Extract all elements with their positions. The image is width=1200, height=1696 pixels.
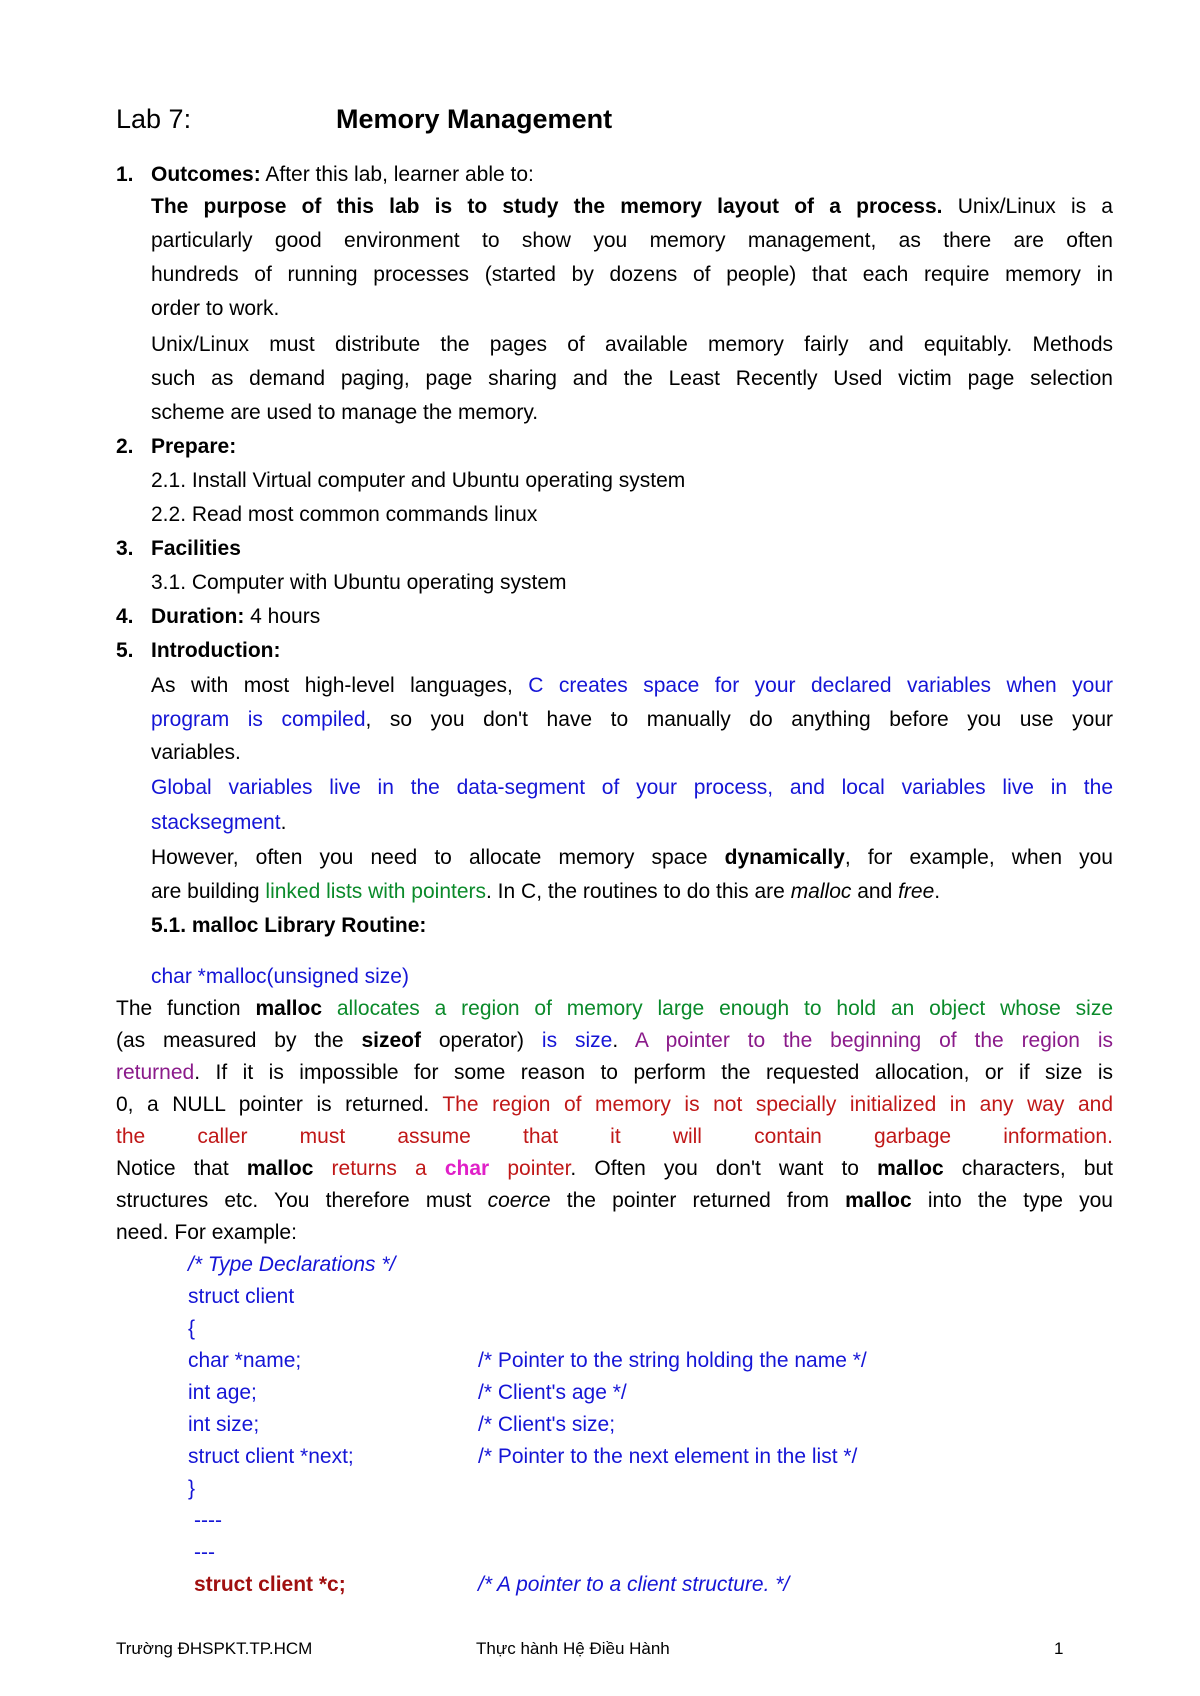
- code-field-decl: char *name;: [188, 1349, 302, 1372]
- code-field-comment: /* Client's size;: [478, 1413, 616, 1436]
- intro-line-4: Global variables live in the data-segment of your process, and local variables live in the: [151, 776, 1113, 799]
- section-2-number: 2.: [116, 435, 134, 458]
- malloc-signature: char *malloc(unsigned size): [151, 965, 409, 988]
- section-1-p2-line2: such as demand paging, page sharing and the Least Recently Used victim page selection: [151, 367, 1113, 390]
- subsection-heading: 5.1. malloc Library Routine:: [151, 914, 427, 937]
- section-1-heading: Outcomes: After this lab, learner able to:: [151, 163, 534, 186]
- code-struct-line: struct client: [188, 1285, 295, 1308]
- section-2-heading: Prepare:: [151, 435, 237, 458]
- intro-line-7: are building linked lists with pointers. In C, the routines to do this are malloc and free.: [151, 880, 941, 903]
- section-5-heading: Introduction:: [151, 639, 281, 662]
- section-1-p1-line1: The purpose of this lab is to study the memory layout of a process. Unix/Linux is a: [151, 195, 1113, 218]
- section-1-p1-line2: particularly good environment to show you memory management, as there are often: [151, 229, 1113, 252]
- code-field-decl: struct client *next;: [188, 1445, 354, 1468]
- section-3-item-1: 3.1. Computer with Ubuntu operating system: [151, 571, 567, 594]
- section-5-number: 5.: [116, 639, 134, 662]
- section-2-item-1: 2.1. Install Virtual computer and Ubuntu operating system: [151, 469, 686, 492]
- intro-line-5: stacksegment.: [151, 811, 287, 834]
- body-line-6: Notice that malloc returns a char pointer. Often you don't want to malloc characters, but: [116, 1157, 1113, 1180]
- body-line-8: need. For example:: [116, 1221, 297, 1244]
- footer-page-number: 1: [1054, 1639, 1064, 1658]
- body-line-1: The function malloc allocates a region of memory large enough to hold an object whose size: [116, 997, 1114, 1020]
- section-3-number: 3.: [116, 537, 134, 560]
- section-1-p1-line4: order to work.: [151, 297, 280, 320]
- body-line-3: returned. If it is impossible for some reason to perform the requested allocation, or if size is: [116, 1061, 1113, 1084]
- code-field-decl: int age;: [188, 1381, 257, 1404]
- section-4-heading: Duration: 4 hours: [151, 605, 321, 628]
- lab-number: Lab 7:: [116, 104, 192, 134]
- intro-line-6: However, often you need to allocate memory space dynamically, for example, when you: [151, 846, 1113, 869]
- code-close-brace: }: [188, 1477, 196, 1500]
- body-line-2: (as measured by the sizeof operator) is size. A pointer to the beginning of the region is: [116, 1029, 1113, 1052]
- footer-school: Trường ĐHSPKT.TP.HCM: [116, 1639, 313, 1658]
- code-comment-type-declarations: /* Type Declarations */: [188, 1253, 396, 1276]
- page-title: Memory Management: [336, 104, 613, 134]
- footer-course: Thực hành Hệ Điều Hành: [476, 1639, 670, 1658]
- section-3-heading: Facilities: [151, 537, 241, 560]
- code-field-comment: /* Pointer to the string holding the name */: [478, 1349, 867, 1372]
- code-pointer-comment: /* A pointer to a client structure. */: [478, 1573, 790, 1596]
- code-field-decl: int size;: [188, 1413, 260, 1436]
- body-line-7: structures etc. You therefore must coerce the pointer returned from malloc into the type you: [116, 1189, 1113, 1212]
- section-1-p1-line3: hundreds of running processes (started by dozens of people) that each require memory in: [151, 263, 1113, 286]
- section-4-number: 4.: [116, 605, 134, 628]
- code-ellipsis-2: ---: [194, 1541, 215, 1564]
- intro-line-1: As with most high-level languages, C creates space for your declared variables when your: [151, 674, 1113, 697]
- code-open-brace: {: [188, 1317, 196, 1340]
- section-2-item-2: 2.2. Read most common commands linux: [151, 503, 538, 526]
- code-field-comment: /* Client's age */: [478, 1381, 627, 1404]
- section-1-p2-line1: Unix/Linux must distribute the pages of available memory fairly and equitably. Methods: [151, 333, 1113, 356]
- intro-line-2: program is compiled, so you don't have to manually do anything before you use your: [151, 708, 1113, 731]
- section-1-p2-line3: scheme are used to manage the memory.: [151, 401, 539, 424]
- section-1-number: 1.: [116, 163, 134, 186]
- body-line-5: the caller must assume that it will contain garbage information.: [116, 1125, 1113, 1148]
- body-line-4: 0, a NULL pointer is returned. The region of memory is not specially initialized in any way and: [116, 1093, 1113, 1116]
- code-ellipsis-1: ----: [194, 1509, 222, 1532]
- intro-line-3: variables.: [151, 741, 241, 764]
- code-pointer-decl: struct client *c;: [194, 1573, 346, 1596]
- code-field-comment: /* Pointer to the next element in the list */: [478, 1445, 858, 1468]
